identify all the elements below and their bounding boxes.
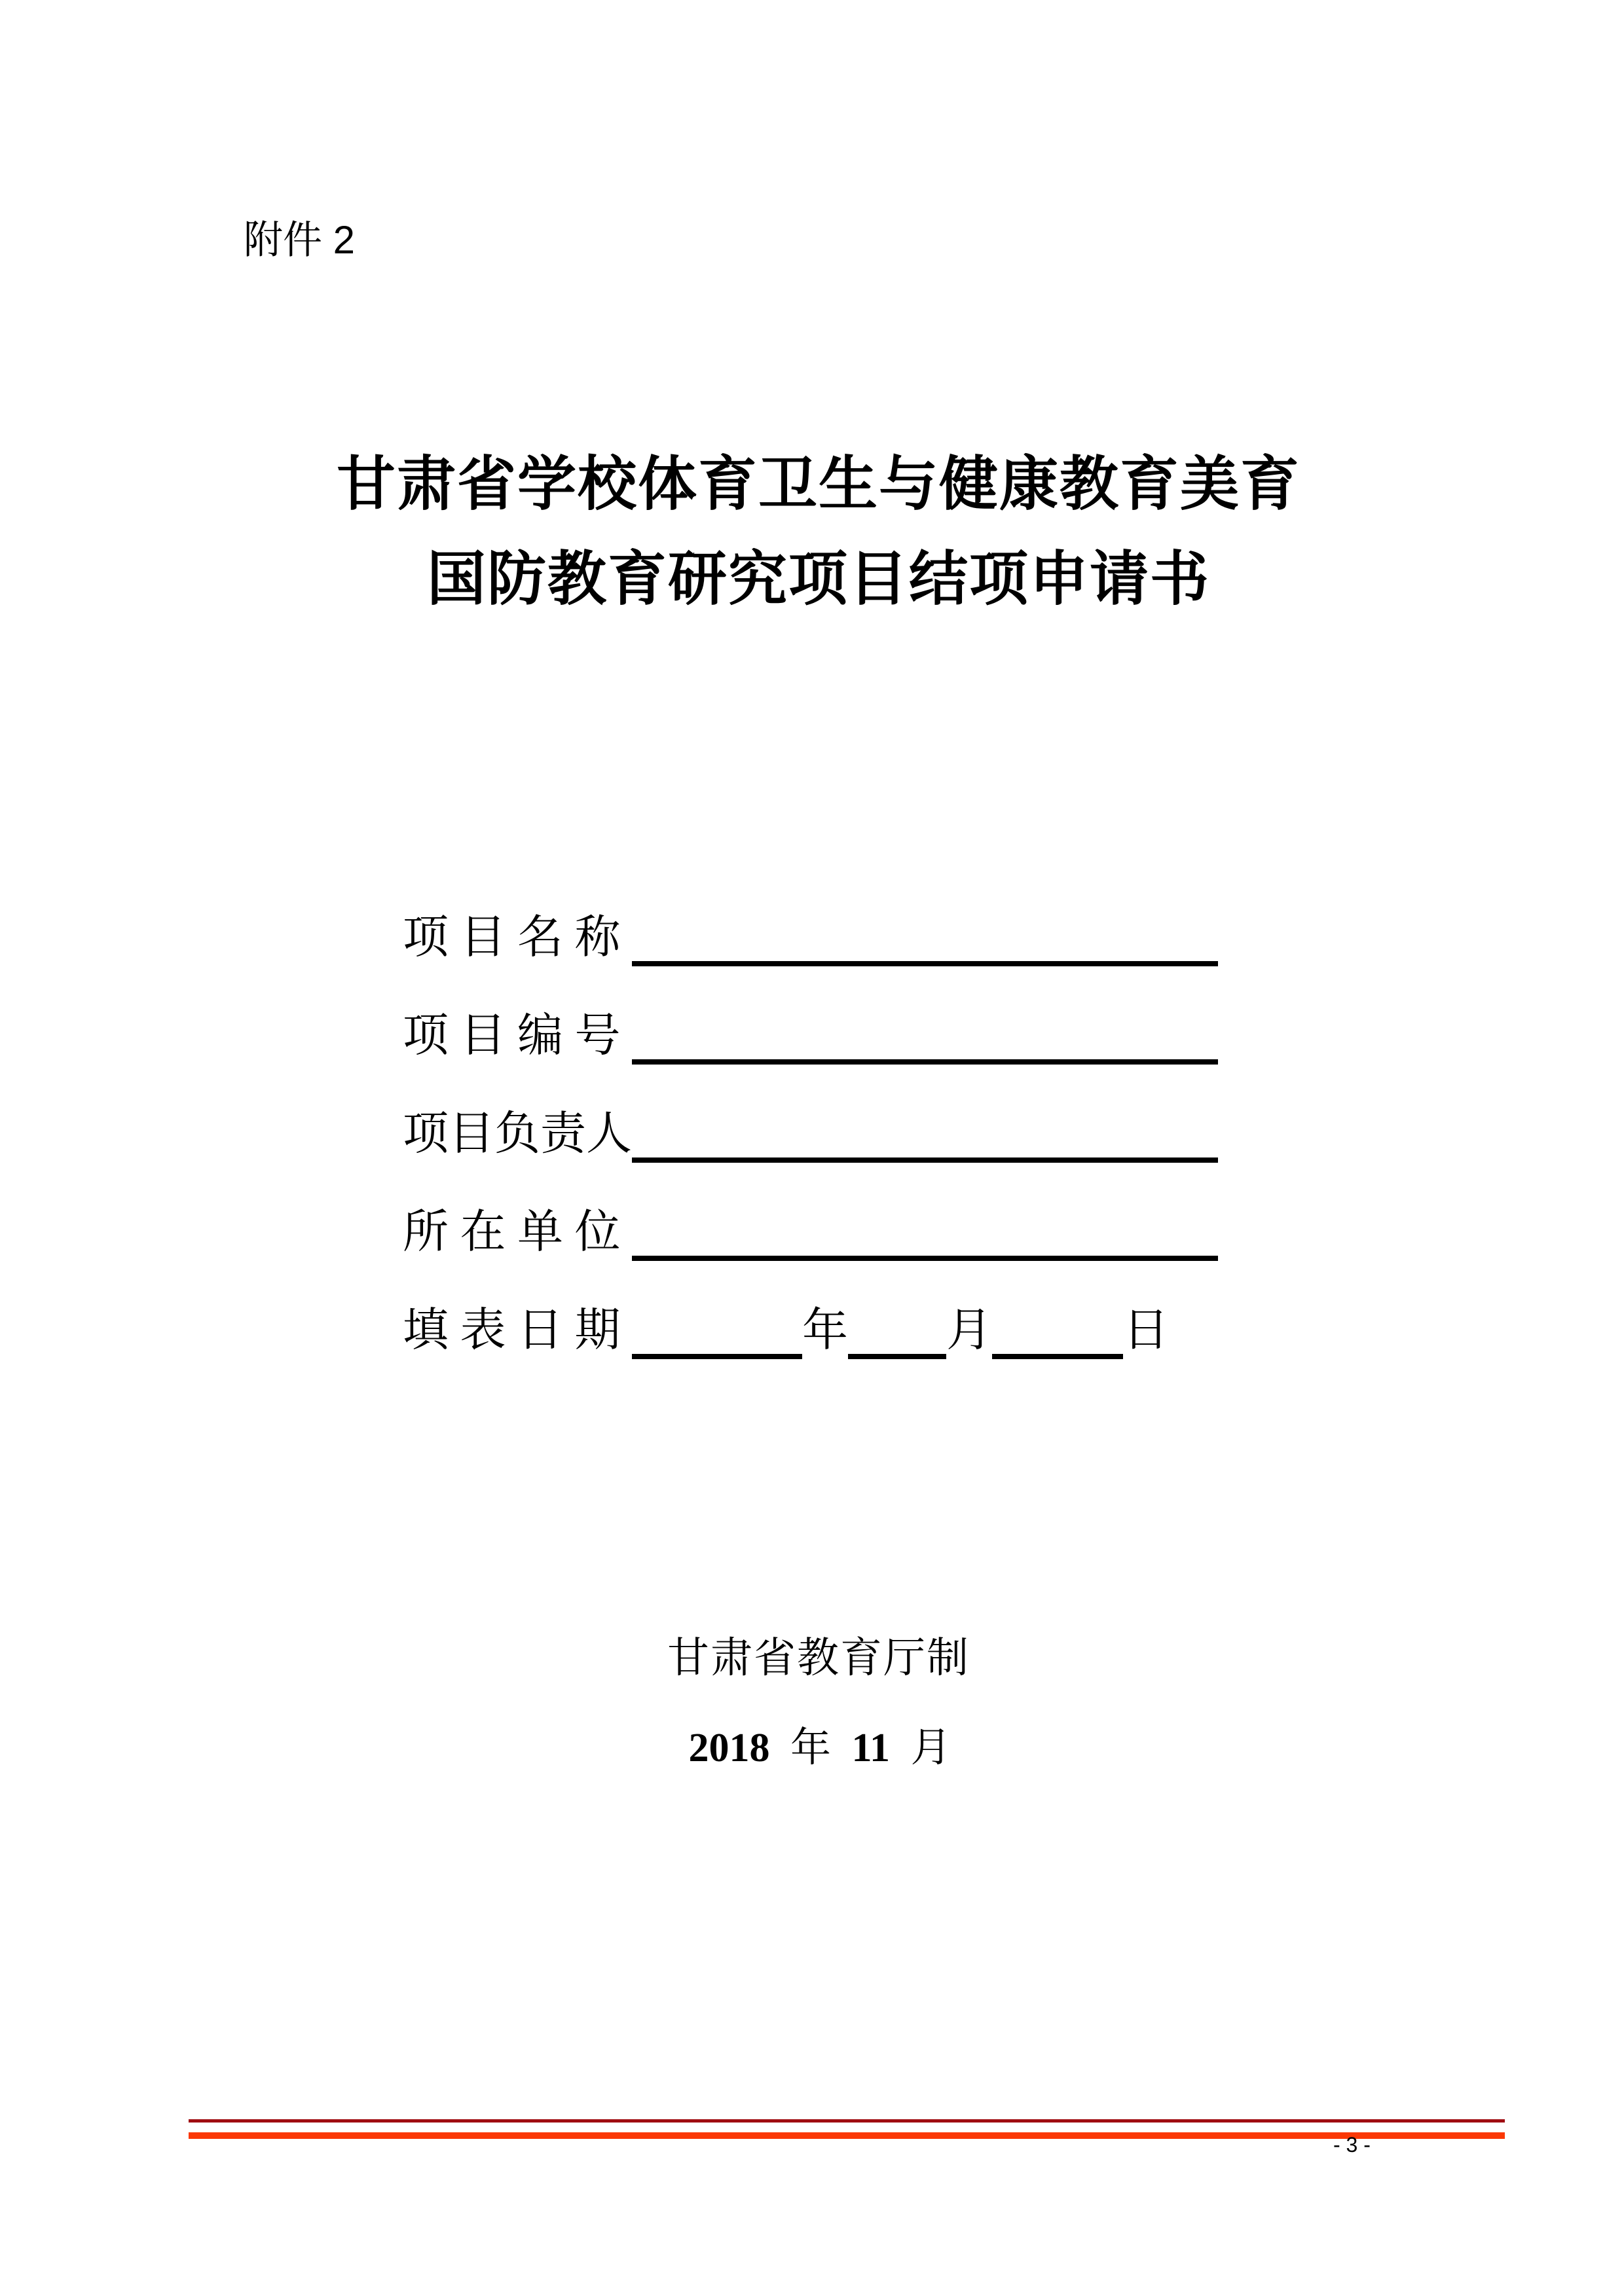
form-row-project-name (403, 869, 1218, 968)
footer-rule-bottom (189, 2132, 1505, 2139)
project-leader-label: 项目负责人 (403, 1109, 632, 1159)
project-number-blank-line (632, 1059, 1218, 1065)
page-number: - 3 - (1333, 2133, 1371, 2157)
project-name-label: 项 目 名 称 (403, 913, 621, 963)
form-row-project-number (403, 968, 1218, 1066)
title-line-1: 甘肃省学校体育卫生与健康教育美育 (337, 452, 1301, 517)
cover-form (403, 869, 1218, 1360)
issue-year-unit: 年 (790, 1726, 831, 1770)
fill-date-year-unit: 年 (802, 1305, 848, 1356)
attachment-label: 附件 2 (244, 218, 356, 262)
fill-date-label: 填 表 日 期 (403, 1305, 621, 1356)
issue-year: 2018 (688, 1726, 770, 1770)
fill-date-day-unit: 日 (1123, 1305, 1169, 1356)
work-unit-label: 所 在 单 位 (403, 1207, 621, 1258)
fill-date-month-unit: 月 (946, 1305, 992, 1356)
work-unit-blank-line (632, 1256, 1218, 1261)
project-leader-blank-line (632, 1157, 1218, 1163)
issue-month-unit: 月 (910, 1726, 951, 1770)
form-row-work-unit (403, 1164, 1218, 1262)
project-number-label: 项 目 编 号 (403, 1011, 621, 1061)
fill-date-month-blank-line (848, 1354, 946, 1359)
document-title (131, 437, 1506, 627)
project-name-blank-line (632, 961, 1218, 966)
footer-rule-top (189, 2119, 1505, 2123)
title-line-2: 国防教育研究项目结项申请书 (427, 547, 1210, 612)
issuer-line: 甘肃省教育厅制 (667, 1635, 970, 1681)
issue-date-line (131, 1726, 1506, 1770)
fill-date-year-blank-line (632, 1354, 802, 1359)
issue-month: 11 (851, 1726, 891, 1770)
fill-date-day-blank-line (992, 1354, 1123, 1359)
form-row-fill-date (403, 1262, 1218, 1360)
form-row-project-leader (403, 1066, 1218, 1164)
